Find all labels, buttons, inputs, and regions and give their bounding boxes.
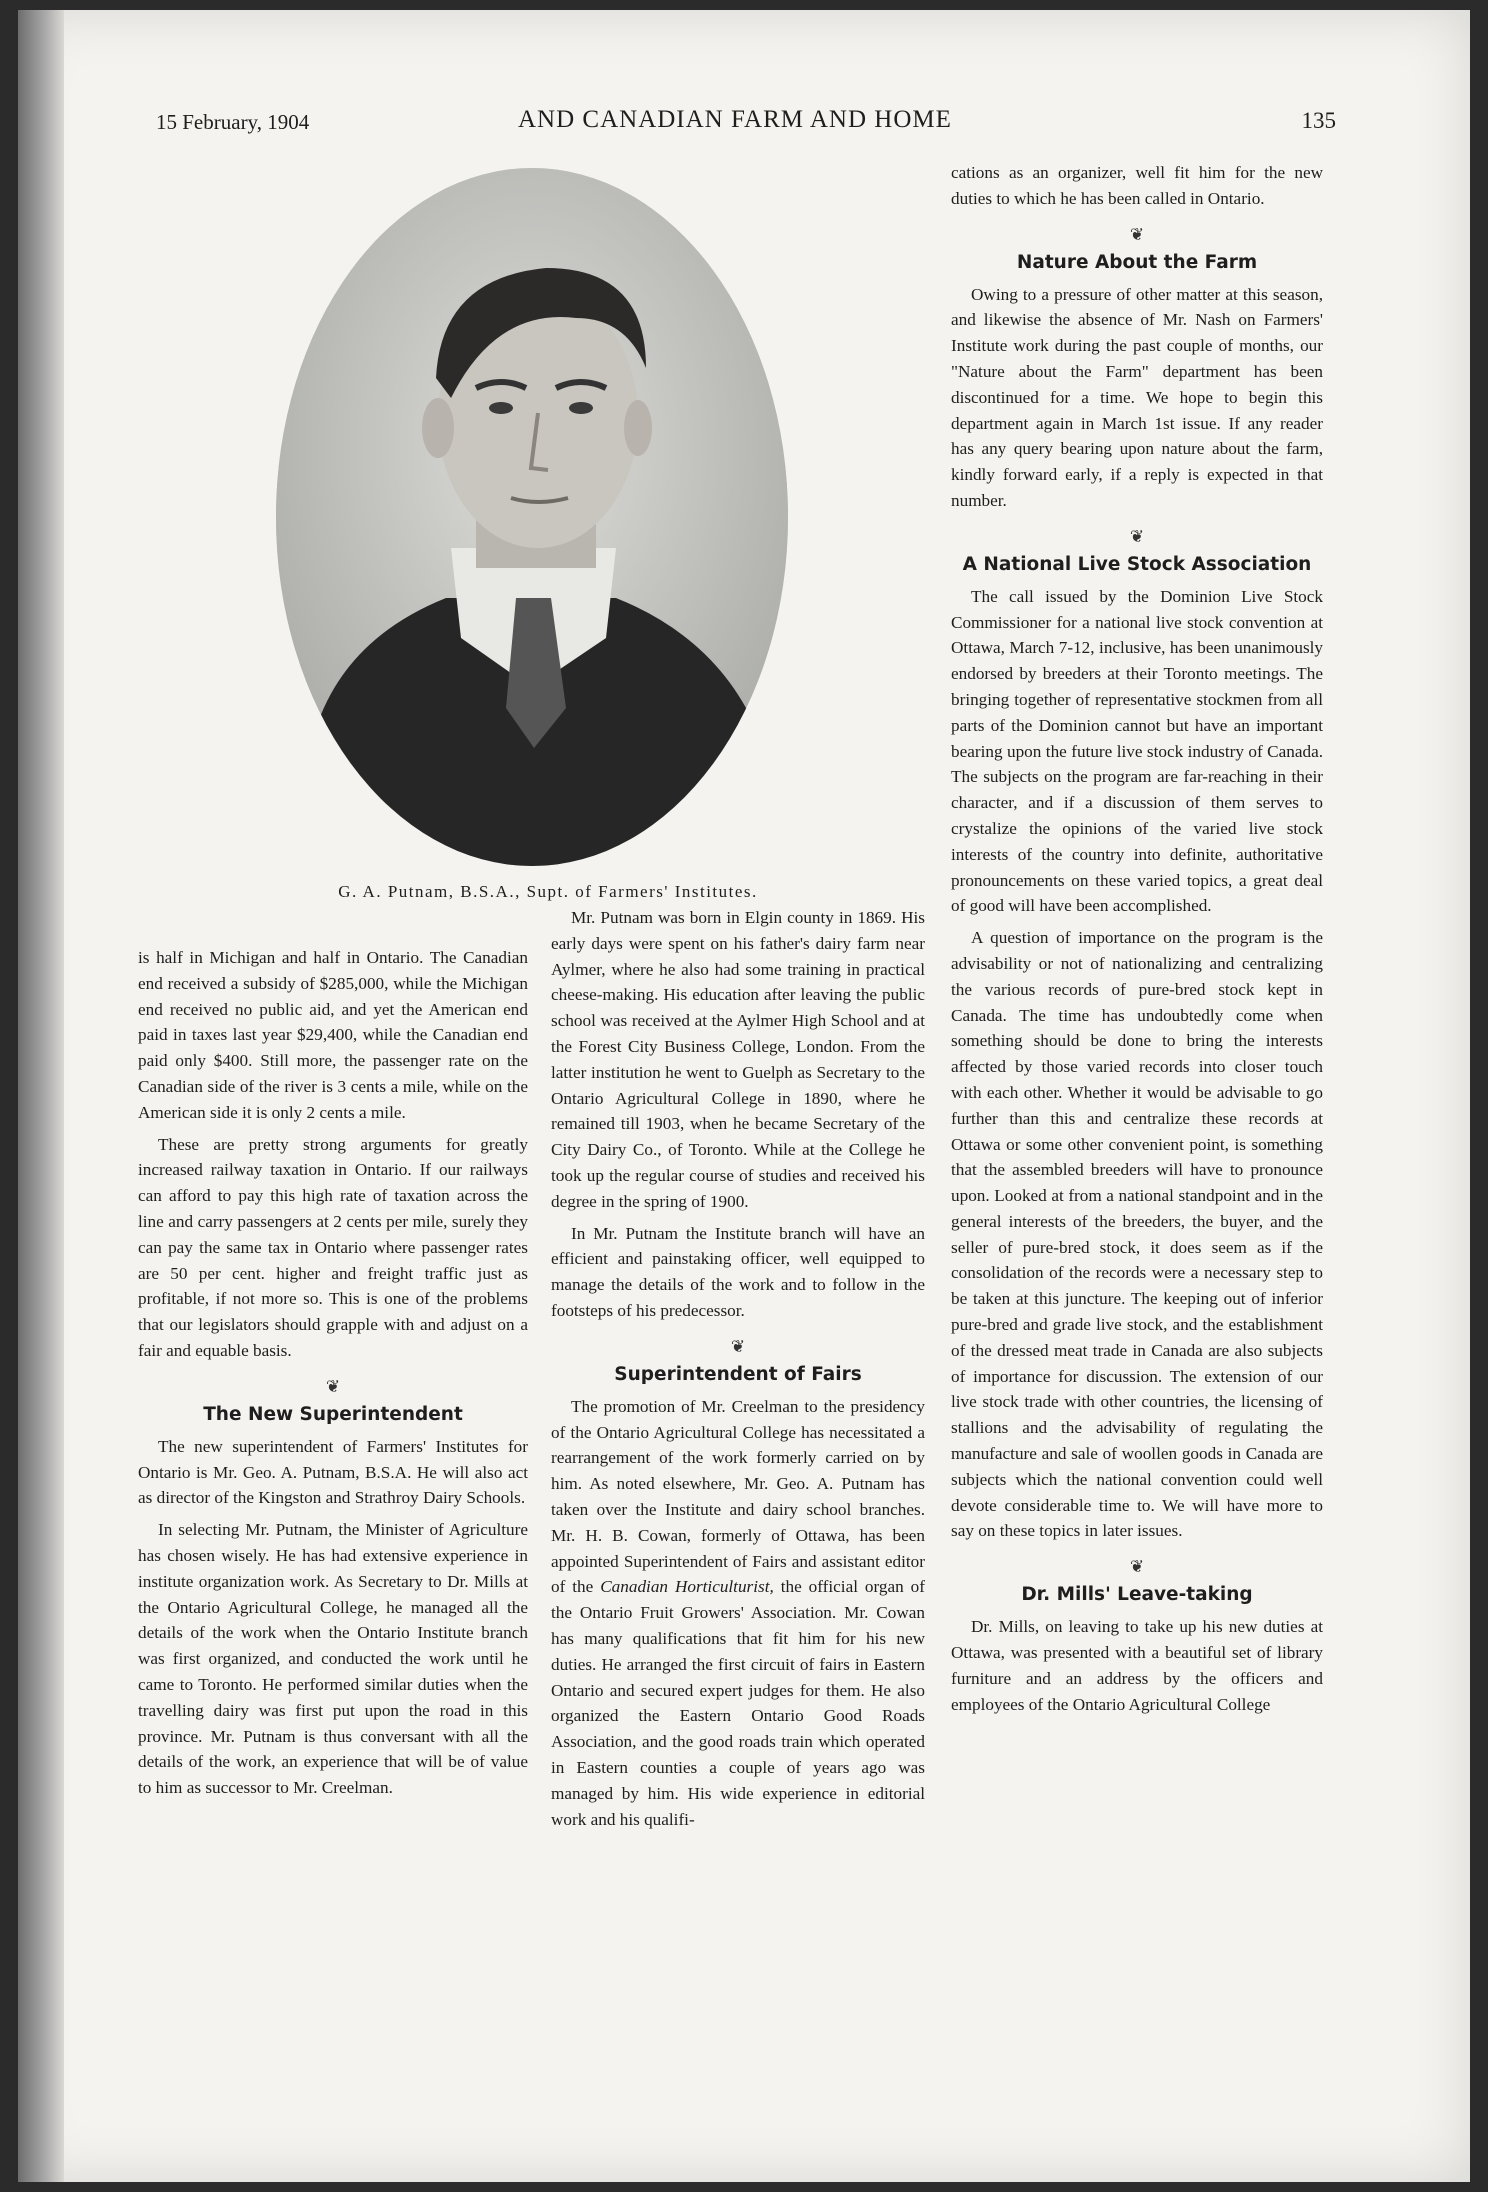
column-1 bbox=[138, 945, 528, 1807]
paragraph: In Mr. Putnam the Institute branch will have an efficient and painstaking officer, well equipped to manage the details of the work and to follow in the footsteps of his predecessor. bbox=[551, 1223, 925, 1320]
paragraph: is half in Michigan and half in Ontario. The Canadian end received a subsidy of $285,000, while the Michigan end received no public aid, and yet the American end paid in taxes last year $29,400, while the Canadian end paid only $400. Still more, the passenger rate on the Canadian side of the river is 3 cents a mile, while on the American side it is only 2 cents a mile. bbox=[138, 948, 528, 1122]
section-heading: Dr. Mills' Leave-taking bbox=[1021, 1584, 1253, 1606]
section-heading: The New Superintendent bbox=[203, 1403, 463, 1425]
portrait-photo bbox=[276, 168, 788, 866]
leaf-ornament-icon: ❦ bbox=[730, 1336, 746, 1356]
page-header bbox=[156, 106, 1336, 138]
paragraph-text: the official organ of the Ontario Fruit Growers' Association. Mr. Cowan has many qualifications that fit him for his new duties. He arranged the first circuit of fairs in Eastern Ontario and secured expert judges for them. He also organized the Eastern Ontario Good Roads Association, and the good roads train which operated in Eastern counties a couple of years ago was managed by him. His wide experience in editorial work and his qualifi- bbox=[551, 1577, 925, 1829]
column-2 bbox=[551, 905, 925, 1838]
publication-title: Canadian Horticulturist, bbox=[600, 1577, 774, 1597]
leaf-ornament-icon: ❦ bbox=[1129, 224, 1145, 244]
section-heading: Superintendent of Fairs bbox=[614, 1363, 862, 1385]
paragraph: Owing to a pressure of other matter at this season, and likewise the absence of Mr. Nash on Farmers' Institute work during the past couple of months, our "Nature about the Farm" department has been discontinued for a time. We hope to begin this department again in March 1st issue. If any reader has any query bearing upon nature about the farm, kindly forward early, if a reply is expected in that number. bbox=[951, 284, 1323, 510]
paragraph: In selecting Mr. Putnam, the Minister of Agriculture has chosen wisely. He has had extensive experience in institute organization work. As Secretary to Dr. Mills at the Ontario Agricultural College, he managed all the details of the work when the Ontario Institute branch was first organized, and conducted the work until he came to Toronto. He performed similar duties when the travelling dairy was first put upon the road in this province. Mr. Putnam is thus conversant with all the details of the work, an experience that will be of value to him as successor to Mr. Creelman. bbox=[138, 1520, 528, 1798]
header-title: AND CANADIAN FARM AND HOME bbox=[518, 106, 952, 133]
magazine-page bbox=[18, 10, 1470, 2182]
leaf-ornament-icon: ❦ bbox=[1129, 526, 1145, 546]
leaf-ornament-icon: ❦ bbox=[1129, 1557, 1145, 1577]
leaf-ornament-icon: ❦ bbox=[325, 1376, 341, 1396]
photo-caption: G. A. Putnam, B.S.A., Supt. of Farmers' Institutes. bbox=[338, 882, 758, 901]
portrait-illustration bbox=[276, 168, 788, 866]
column-3 bbox=[951, 160, 1323, 1723]
page-spine-shadow bbox=[18, 10, 64, 2182]
section-heading: A National Live Stock Association bbox=[962, 553, 1312, 575]
page-number: 135 bbox=[1301, 108, 1336, 133]
paragraph: The call issued by the Dominion Live Stock Commissioner for a national live stock convention at Ottawa, March 7-12, inclusive, has been unanimously endorsed by breeders at their Toronto meetings. The bringing together of representative stockmen from all parts of the Dominion cannot but have an important bearing upon the future live stock industry of Canada. The subjects on the program are far-reaching in their character, and if a discussion of them serves to crystalize the opinions of the varied live stock interests of the country into definite, authoritative pronouncements on these varied topics, a great deal of good will have been accomplished. bbox=[951, 586, 1323, 916]
header-date: 15 February, 1904 bbox=[156, 110, 310, 134]
paragraph: The new superintendent of Farmers' Institutes for Ontario is Mr. Geo. A. Putnam, B.S.A. He will also act as director of the Kingston and Strathroy Dairy Schools. bbox=[138, 1436, 528, 1508]
paragraph: cations as an organizer, well fit him for the new duties to which he has been called in Ontario. bbox=[951, 163, 1323, 208]
paragraph: Dr. Mills, on leaving to take up his new duties at Ottawa, was presented with a beautiful set of library furniture and an address by the officers and employees of the Ontario Agricultural College bbox=[951, 1617, 1323, 1714]
paragraph: Mr. Putnam was born in Elgin county in 1869. His early days were spent on his father's dairy farm near Aylmer, where he also had some training in practical cheese-making. His education after leaving the public school was received at the Aylmer High School and at the Forest City Business College, London. From the latter institution he went to Guelph as Secretary to the Ontario Agricultural College in 1890, where he remained till 1903, when he became Secretary of the City Dairy Co., of Toronto. While at the College he took up the regular course of studies and received his degree in the spring of 1900. bbox=[551, 908, 925, 1211]
paragraph bbox=[551, 1394, 925, 1833]
paragraph-text: The promotion of Mr. Creelman to the presidency of the Ontario Agricultural College has necessitated a rearrangement of the work formerly carried on by him. As noted elsewhere, Mr. Geo. A. Putnam has taken over the Institute and dairy school branches. Mr. H. B. Cowan, formerly of Ottawa, has been appointed Superintendent of Fairs and assistant editor of the bbox=[551, 1396, 925, 1597]
section-heading: Nature About the Farm bbox=[1016, 251, 1258, 273]
paragraph: These are pretty strong arguments for greatly increased railway taxation in Ontario. If our railways can afford to pay this high rate of taxation across the line and carry passengers at 2 cents per mile, surely they can pay the same tax in Ontario where passenger rates are 50 per cent. higher and freight traffic just as profitable, if not more so. This is one of the problems that our legislators should grapple with and adjust on a fair and equable basis. bbox=[138, 1134, 528, 1360]
paragraph: A question of importance on the program is the advisability or not of nationalizing and centralizing the various records of pure-bred stock kept in Canada. The time has undoubtedly come when something should be done to bring the interests affected by those varied records into closer touch with each other. Whether it would be advisable to go further than this and centralize these records at Ottawa or some other convenient point, is something that the assembled breeders will have to pronounce upon. Looked at from a national standpoint and in the general interests of the breeders, the buyer, and the seller of pure-bred stock, it does seem as if the consolidation of the records were a necessary step to be taken at this juncture. The keeping out of inferior pure-bred and grade live stock, and the establishment of the dressed meat trade in Canada are also subjects of importance for discussion. The extension of our live stock trade with other countries, the licensing of stallions and the advisability of regulating the manufacture and sale of woollen goods in Canada are subjects which the national convention could well devote considerable time to. We will have more to say on these topics in later issues. bbox=[951, 928, 1323, 1541]
